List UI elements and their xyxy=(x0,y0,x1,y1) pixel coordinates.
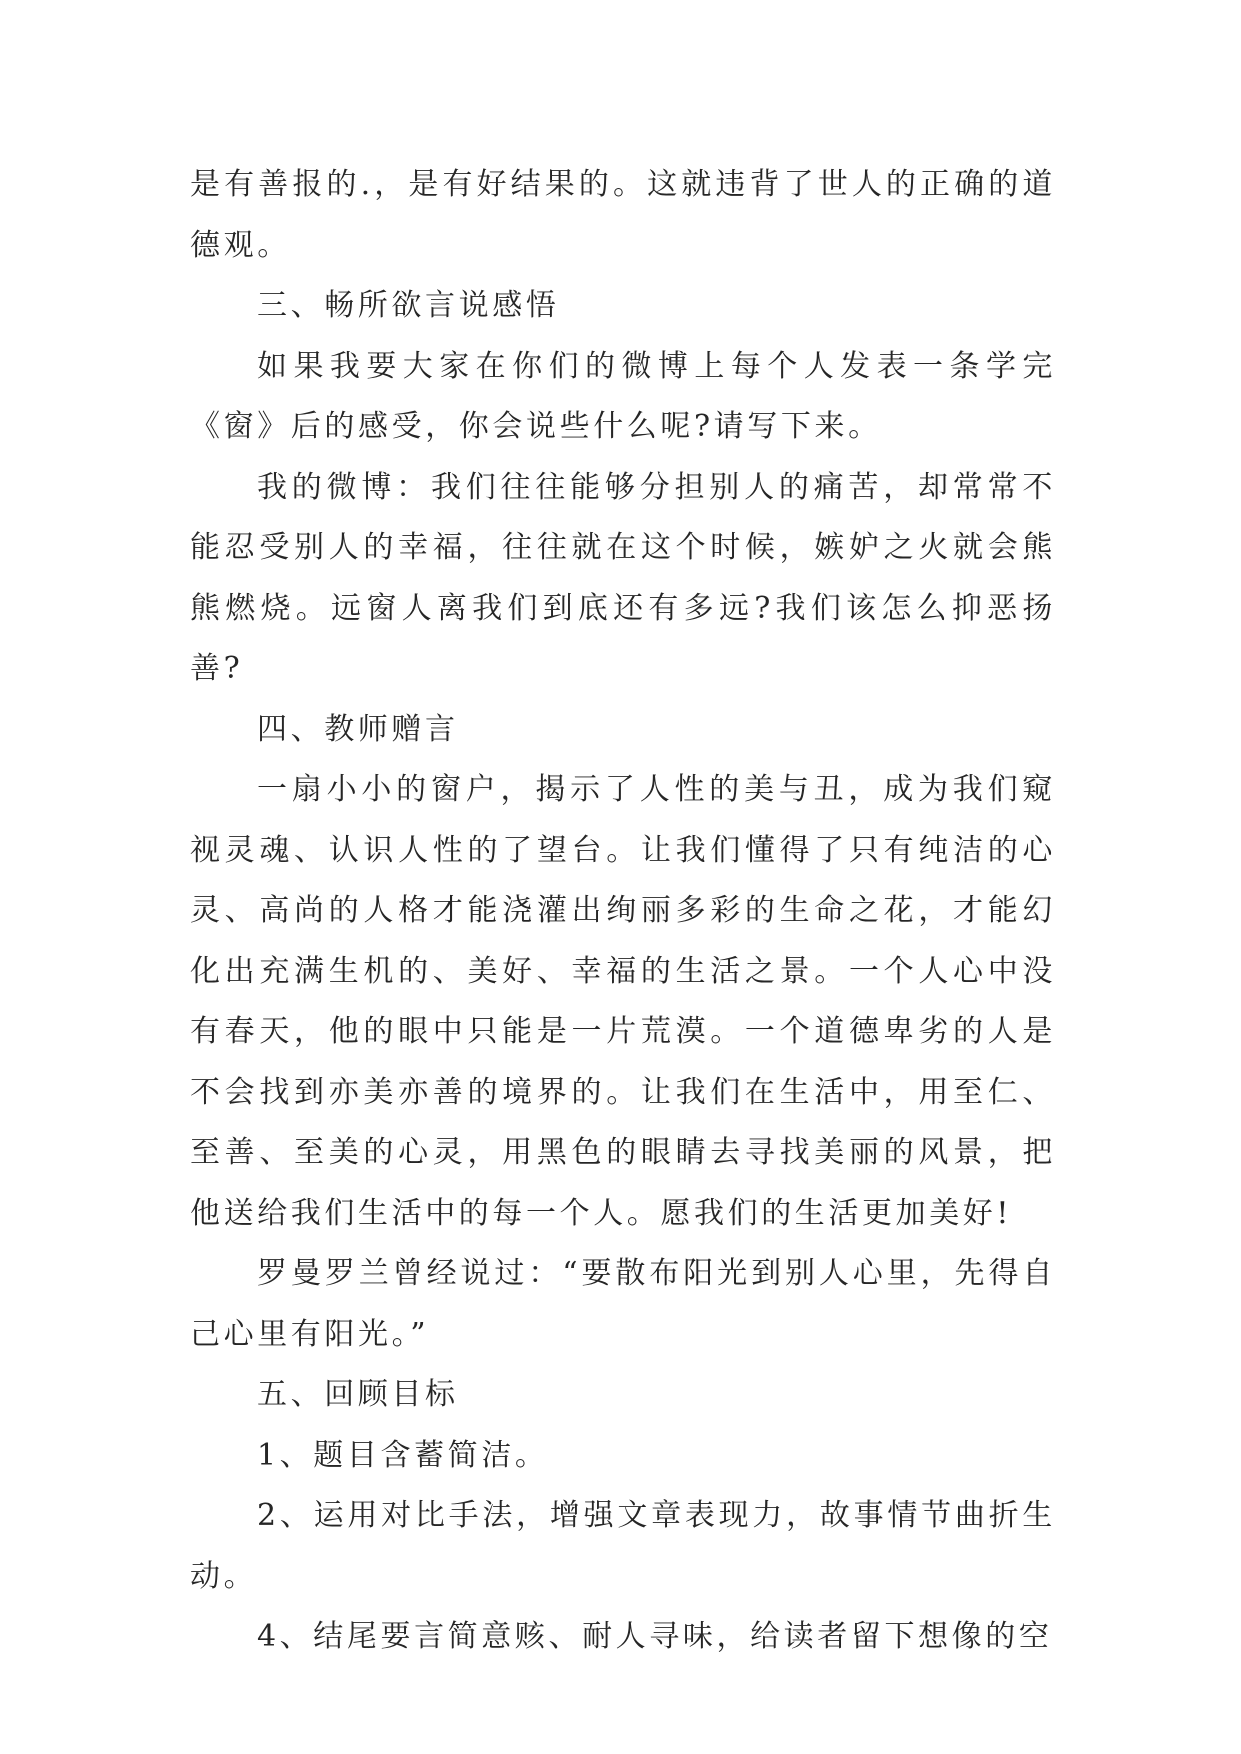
paragraph-continuation: 是有善报的.，是有好结果的。这就违背了世人的正确的道德观。 xyxy=(190,167,1056,263)
list-item-1: 1、题目含蓄简洁。 xyxy=(257,1437,549,1473)
section-heading-4: 四、教师赠言 xyxy=(257,711,459,747)
list-item-4: 4、结尾要言简意赅、耐人寻味，给读者留下想像的空 xyxy=(257,1619,1053,1654)
paragraph-my-weibo: 我的微博：我们往往能够分担别人的痛苦，却常常不能忍受别人的幸福，往往就在这个时候，嫉妒之火就会熊熊燃烧。远窗人离我们到底还有多远?我们该怎么抑恶扬善? xyxy=(190,469,1056,686)
document-body xyxy=(190,155,1056,1668)
list-item-2: 2、运用对比手法，增强文章表现力，故事情节曲折生动。 xyxy=(190,1498,1056,1594)
section-heading-5: 五、回顾目标 xyxy=(257,1377,459,1412)
paragraph-teacher-message: 一扇小小的窗户，揭示了人性的美与丑，成为我们窥视灵魂、认识人性的了望台。让我们懂得了只有纯洁的心灵、高尚的人格才能浇灌出绚丽多彩的生命之花，才能幻化出充满生机的、美好、幸福的生活之景。一个人心中没有春天，他的眼中只能是一片荒漠。一个道德卑劣的人是不会找到亦美亦善的境界的。让我们在生活中，用至仁、至善、至美的心灵，用黑色的眼睛去寻找美丽的风景，把他送给我们生活中的每一个人。愿我们的生活更加美好! xyxy=(190,772,1056,1231)
paragraph-weibo-prompt: 如果我要大家在你们的微博上每个人发表一条学完《窗》后的感受，你会说些什么呢?请写下来。 xyxy=(190,348,1056,444)
paragraph-quote: 罗曼罗兰曾经说过：“要散布阳光到别人心里，先得自己心里有阳光。” xyxy=(190,1256,1056,1352)
section-heading-3: 三、畅所欲言说感悟 xyxy=(257,288,560,323)
